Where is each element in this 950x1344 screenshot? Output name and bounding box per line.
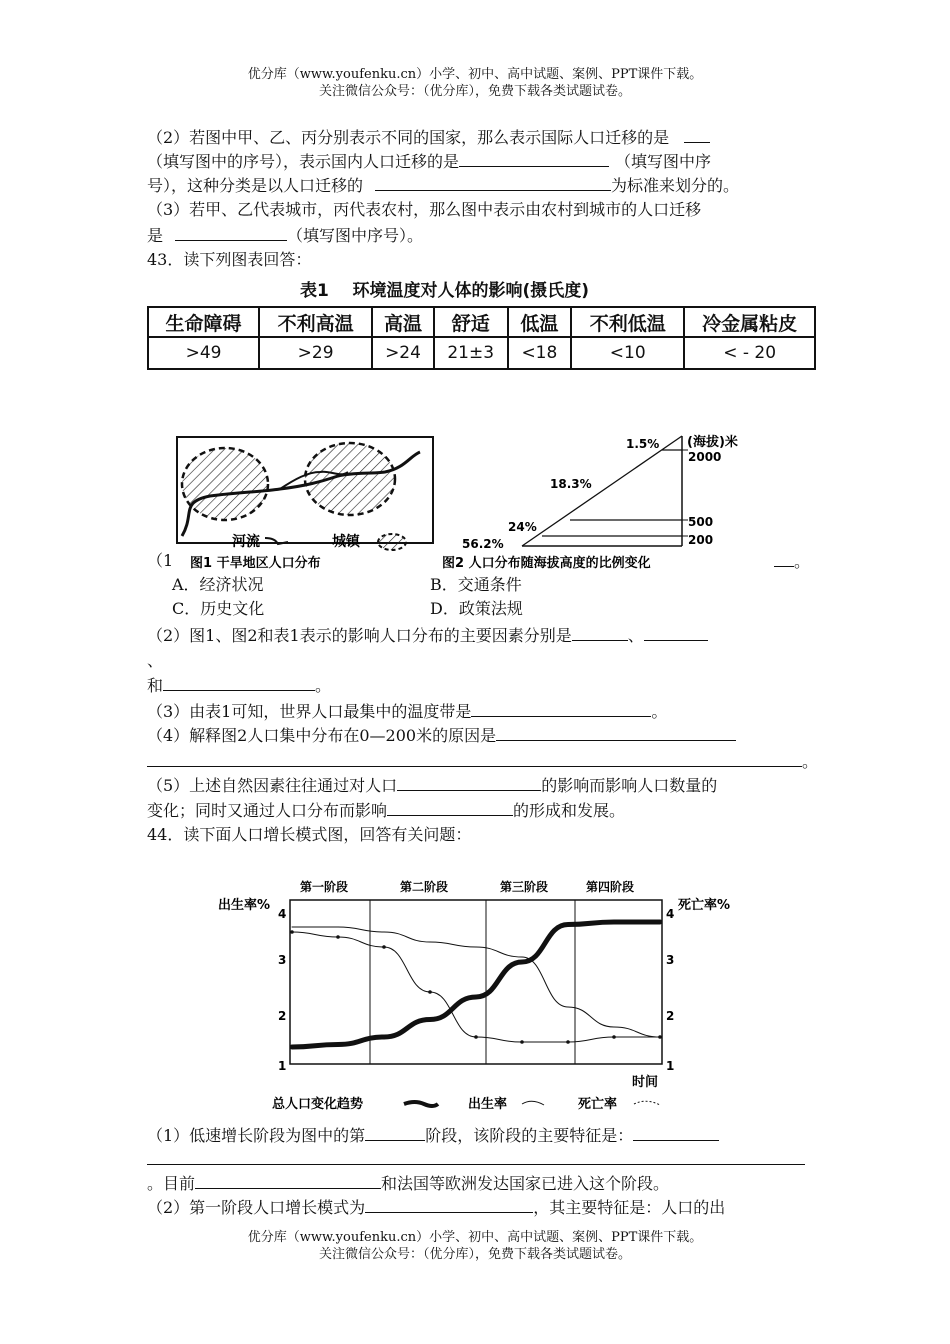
table1-header-cell: 不利低温 — [571, 307, 684, 337]
elevation-2000-label: 2000 — [688, 450, 722, 464]
q43-q1-end: 。 — [794, 552, 811, 571]
population-growth-chart — [210, 872, 770, 1114]
q43-p4-end: 。 — [802, 752, 819, 771]
q44-p1-text-d: 和法国等欧洲发达国家已进入这个阶段。 — [381, 1174, 670, 1193]
percent-above-2000: 1.5% — [626, 437, 660, 451]
stage-label: 第四阶段 — [586, 880, 635, 894]
answer-blank[interactable] — [471, 700, 651, 717]
legend-birth-label: 出生率 — [468, 1097, 508, 1112]
legend-total-label: 总人口变化趋势 — [272, 1097, 364, 1112]
table1-value-cell: < - 20 — [684, 337, 815, 369]
answer-blank[interactable] — [163, 674, 315, 691]
option-d: D．政策法规 — [430, 599, 523, 618]
q42-p2-text-c: （填写图中序 — [615, 152, 712, 171]
q44-p1-text-c: 。目前 — [147, 1174, 196, 1193]
table1-value-cell: >29 — [259, 337, 372, 369]
q44-p1-line3 — [147, 1172, 669, 1195]
table1-header-cell: 舒适 — [434, 307, 508, 337]
answer-blank[interactable] — [644, 624, 708, 641]
elevation-200-label: 200 — [688, 533, 714, 547]
death-rate-line-point — [382, 945, 386, 949]
y-tick-left: 2 — [278, 1009, 287, 1023]
death-rate-line-point — [428, 990, 432, 994]
y-tick-right: 4 — [666, 907, 675, 921]
q42-p2-text-a: （2）若图中甲、乙、丙分别表示不同的国家，那么表示国际人口迁移的是 — [147, 128, 670, 147]
q42-p3-line1: （3）若甲、乙代表城市，丙代表农村，那么图中表示由农村到城市的人口迁移 — [147, 200, 702, 219]
death-rate-line-point — [290, 930, 294, 934]
death-rate-line-point — [566, 1040, 570, 1044]
q43-p2-sep: 、 — [627, 626, 644, 645]
chart-series-layer — [290, 922, 662, 1047]
answer-blank[interactable] — [175, 224, 287, 241]
legend-total-swatch — [404, 1102, 438, 1106]
option-a: A．经济状况 — [172, 575, 264, 594]
table1-header-row — [148, 307, 815, 337]
q43-q1-answer — [774, 550, 810, 573]
answer-blank[interactable] — [365, 1124, 425, 1141]
q43-p5-text-b: 的影响而影响人口数量的 — [541, 776, 718, 795]
y-tick-left: 1 — [278, 1059, 287, 1073]
table1-value-cell: >24 — [372, 337, 434, 369]
death-rate-line-point — [336, 935, 340, 939]
answer-blank[interactable] — [633, 1124, 719, 1141]
legend-birth-swatch — [522, 1101, 544, 1105]
y-tick-left: 4 — [278, 907, 287, 921]
y-tick-left: 3 — [278, 953, 287, 967]
table1-value-row — [148, 337, 815, 369]
percent-200-500: 24% — [508, 520, 537, 534]
answer-blank[interactable] — [365, 1196, 533, 1213]
table1-value-cell: >49 — [148, 337, 259, 369]
birth-rate-line — [292, 927, 660, 1037]
table1-header-cell: 低温 — [508, 307, 572, 337]
elevation-500-label: 500 — [688, 515, 714, 529]
q42-p3-text-c: （填写图中序号）。 — [287, 226, 424, 245]
stage-label: 第二阶段 — [400, 880, 449, 894]
q44-p2-line — [147, 1196, 725, 1219]
q43-p5-text-c: 变化；同时又通过人口分布而影响 — [147, 801, 388, 820]
q42-p2-line1 — [147, 126, 710, 149]
town-area-right — [305, 443, 395, 515]
answer-blank[interactable] — [496, 724, 736, 741]
right-axis-label: 死亡率% — [678, 898, 731, 913]
total-population-line — [292, 922, 660, 1047]
answer-blank[interactable] — [147, 1148, 805, 1165]
figure2-elevation-population — [430, 432, 780, 572]
q44-intro: 44．读下面人口增长模式图，回答有关问题： — [147, 825, 472, 844]
q43-p5-line1 — [147, 774, 717, 797]
q43-intro: 43．读下列图表回答： — [147, 250, 312, 269]
death-rate-line-point — [474, 1035, 478, 1039]
elevation-axis-label: (海拔)米 — [687, 435, 738, 450]
legend-death-swatch — [634, 1101, 660, 1105]
death-rate-line-point — [520, 1040, 524, 1044]
q42-p2-text-d: 号），这种分类是以人口迁移的 — [147, 176, 364, 195]
table1 — [147, 306, 816, 370]
q43-p4-line — [147, 724, 736, 747]
q44-p1-text-b: 阶段，该阶段的主要特征是： — [425, 1126, 634, 1145]
legend-river-label: 河流 — [232, 534, 260, 550]
q43-p2-text-a: （2）图1、图2和表1表示的影响人口分布的主要因素分别是 — [147, 626, 572, 645]
q43-p5-text-d: 的形成和发展。 — [513, 801, 626, 820]
q42-p2-line2 — [147, 150, 711, 173]
table1-value-cell: 21±3 — [434, 337, 508, 369]
table1-value-cell: <10 — [571, 337, 684, 369]
death-rate-line-point — [612, 1035, 616, 1039]
answer-blank[interactable] — [387, 799, 513, 816]
answer-blank[interactable] — [774, 550, 794, 567]
legend-town-label: 城镇 — [332, 534, 360, 550]
answer-blank[interactable] — [459, 150, 609, 167]
y-tick-right: 3 — [666, 953, 675, 967]
table1-value-cell: <18 — [508, 337, 572, 369]
q44-p2-text-b: ，其主要特征是：人口的出 — [533, 1198, 726, 1217]
legend-death-label: 死亡率 — [578, 1097, 618, 1112]
slope-line — [522, 436, 682, 546]
q44-p1-text-a: （1）低速增长阶段为图中的第 — [147, 1126, 366, 1145]
answer-blank[interactable] — [375, 174, 611, 191]
q43-p4-line2 — [147, 750, 818, 773]
q43-p3-text: （3）由表1可知，世界人口最集中的温度带是 — [147, 702, 472, 721]
option-b: B．交通条件 — [430, 575, 522, 594]
figure1-caption: 图1 干旱地区人口分布 — [190, 556, 321, 571]
legend-town-icon — [378, 534, 406, 550]
q43-p3-line — [147, 700, 667, 723]
q42-p2-line3 — [147, 174, 739, 197]
q44-p1-line2 — [147, 1148, 805, 1171]
answer-blank[interactable] — [684, 126, 710, 143]
q44-p1-line1 — [147, 1124, 719, 1147]
q44-p2-text-a: （2）第一阶段人口增长模式为 — [147, 1198, 366, 1217]
q43-p3-end: 。 — [651, 702, 668, 721]
left-axis-label: 出生率% — [218, 898, 271, 913]
q43-p2-line3 — [147, 674, 331, 697]
stage-label: 第一阶段 — [300, 880, 349, 894]
q42-p2-text-b: （填写图中的序号），表示国内人口迁移的是 — [147, 152, 460, 171]
y-tick-right: 2 — [666, 1009, 675, 1023]
q43-p2-text-d: 和 — [147, 676, 164, 695]
page-footer-line2: 关注微信公众号：（优分库），免费下载各类试题试卷。 — [318, 1247, 631, 1262]
page-footer-line1: 优分库（www.youfenku.cn）小学、初中、高中试题、案例、PPT课件下载。 — [247, 1230, 703, 1245]
death-rate-line-point — [658, 1035, 662, 1039]
q43-p2-line1 — [147, 624, 708, 647]
q42-p2-text-e: 为标准来划分的。 — [611, 176, 740, 195]
answer-blank[interactable] — [195, 1172, 381, 1189]
table1-header-cell: 不利高温 — [259, 307, 372, 337]
stage-label: 第三阶段 — [500, 880, 549, 894]
q43-q1-prefix: （1 — [147, 551, 174, 570]
table1-title: 表1 环境温度对人体的影响(摄氏度) — [300, 281, 590, 301]
page-header-line1: 优分库（www.youfenku.cn）小学、初中、高中试题、案例、PPT课件下载。 — [247, 67, 703, 82]
q43-p2-end: 。 — [315, 676, 332, 695]
x-axis-label: 时间 — [632, 1075, 659, 1090]
percent-500-2000: 18.3% — [550, 477, 592, 491]
town-area-left — [182, 448, 268, 520]
table1-header-cell: 生命障碍 — [148, 307, 259, 337]
option-c: C．历史文化 — [172, 599, 265, 618]
q43-p5-text-a: （5）上述自然因素往往通过对人口 — [147, 776, 398, 795]
q43-p5-line2 — [147, 799, 625, 822]
q43-p2-sep2: 、 — [147, 651, 164, 670]
q42-p3-line2 — [147, 224, 423, 247]
page-header-line2: 关注微信公众号：（优分库），免费下载各类试题试卷。 — [318, 84, 631, 99]
answer-blank[interactable] — [147, 750, 802, 767]
table1-header-cell: 高温 — [372, 307, 434, 337]
table1-header-cell: 冷金属粘皮 — [684, 307, 815, 337]
figure1-arid-population — [170, 434, 440, 574]
percent-0-200: 56.2% — [462, 537, 504, 551]
answer-blank[interactable] — [397, 774, 541, 791]
answer-blank[interactable] — [572, 624, 628, 641]
y-tick-right: 1 — [666, 1059, 675, 1073]
figure2-caption: 图2 人口分布随海拔高度的比例变化 — [442, 556, 651, 571]
q42-p3-text-b: 是 — [147, 226, 164, 245]
q43-p4-text: （4）解释图2人口集中分布在0—200米的原因是 — [147, 726, 497, 745]
